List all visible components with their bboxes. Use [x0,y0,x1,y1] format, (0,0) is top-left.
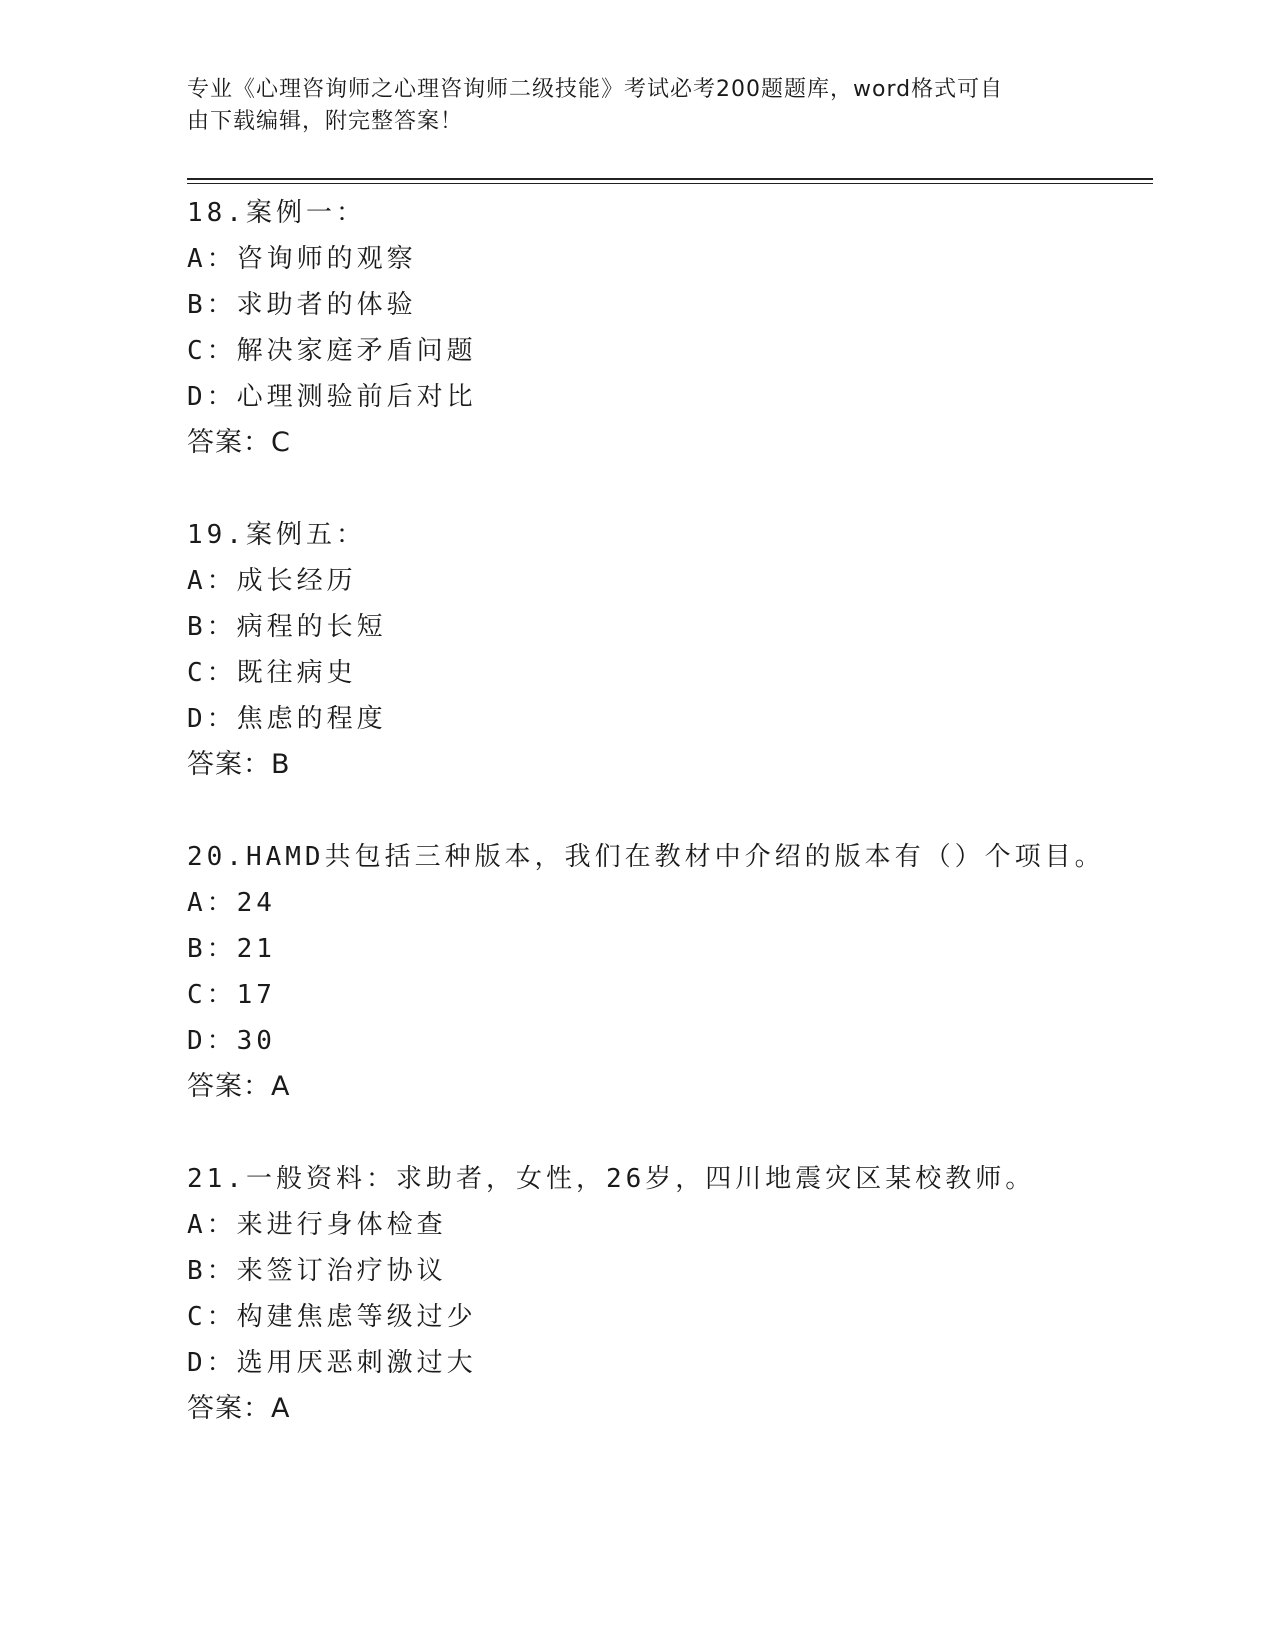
option-c: C：构建焦虑等级过少 [187,1302,477,1332]
option-a: A：来进行身体检查 [187,1210,447,1240]
option-c: C：17 [187,980,276,1010]
option-a: A：24 [187,888,276,918]
question-20 [187,834,1153,1110]
header-divider-thick [187,178,1153,180]
question-stem: 21.一般资料：求助者，女性，26岁，四川地震灾区某校教师。 [187,1164,1036,1194]
question-21 [187,1156,1153,1432]
question-19 [187,512,1153,788]
answer-line: 答案：A [187,1393,291,1424]
answer-line: 答案：C [187,427,291,458]
option-b: B：21 [187,934,276,964]
question-stem: 20.HAMD共包括三种版本，我们在教材中介绍的版本有（）个项目。 [187,842,1105,872]
document-header [187,74,1067,138]
option-c: C：解决家庭矛盾问题 [187,336,477,366]
header-line-2: 由下载编辑，附完整答案！ [187,109,464,134]
option-b: B：病程的长短 [187,612,387,642]
option-a: A：咨询师的观察 [187,244,417,274]
header-divider-thin [187,183,1153,184]
answer-line: 答案：A [187,1071,291,1102]
option-b: B：求助者的体验 [187,290,417,320]
question-stem: 18.案例一： [187,198,366,228]
answer-line: 答案：B [187,749,291,780]
option-d: D：心理测验前后对比 [187,382,477,412]
option-d: D：30 [187,1026,276,1056]
option-b: B：来签订治疗协议 [187,1256,447,1286]
question-stem: 19.案例五： [187,520,366,550]
option-a: A：成长经历 [187,566,357,596]
option-d: D：选用厌恶刺激过大 [187,1348,477,1378]
header-line-1: 专业《心理咨询师之心理咨询师二级技能》考试必考200题题库，word格式可自 [187,77,1004,102]
option-d: D：焦虑的程度 [187,704,387,734]
question-list [187,190,1153,1478]
option-c: C：既往病史 [187,658,357,688]
question-18 [187,190,1153,466]
